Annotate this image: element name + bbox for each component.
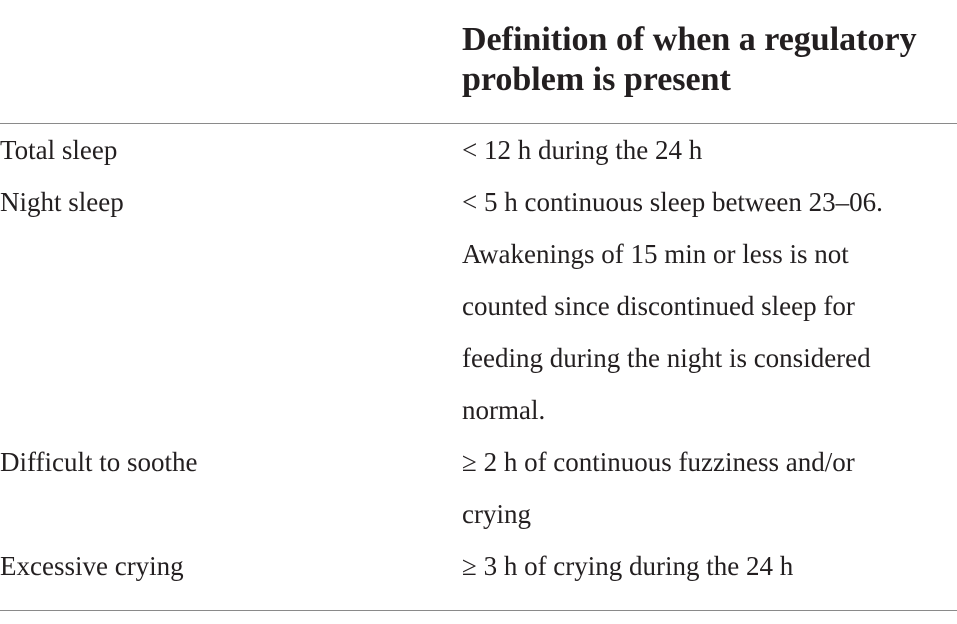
term-cell: Night sleep: [0, 187, 124, 217]
table-row-total-sleep: [0, 124, 957, 176]
term-cell: Total sleep: [0, 135, 118, 165]
table-body: [0, 124, 957, 592]
table-header: [0, 0, 957, 124]
definition-line: counted since discontinued sleep for: [462, 291, 855, 321]
definition-column-header: [462, 20, 957, 100]
definition-cell: [462, 124, 957, 176]
definition-cell: [462, 540, 957, 592]
definition-line: ≥ 3 h of crying during the 24 h: [462, 551, 794, 581]
table-bottom-rule: [0, 610, 957, 611]
header-line-2: problem is present: [462, 61, 731, 98]
table-row-excessive-crying: [0, 540, 957, 592]
definition-line: feeding during the night is considered: [462, 343, 871, 373]
definition-line: < 12 h during the 24 h: [462, 135, 703, 165]
definition-line: normal.: [462, 395, 546, 425]
definition-cell: [462, 436, 957, 540]
table-row-difficult-to-soothe: [0, 436, 957, 540]
definition-line: crying: [462, 499, 531, 529]
term-cell: Difficult to soothe: [0, 447, 198, 477]
term-cell: Excessive crying: [0, 551, 184, 581]
header-line-1: Definition of when a regulatory: [462, 21, 917, 58]
definition-line: < 5 h continuous sleep between 23–06.: [462, 187, 883, 217]
table-row-night-sleep: [0, 176, 957, 436]
definition-cell: [462, 176, 957, 436]
definition-line: Awakenings of 15 min or less is not: [462, 239, 849, 269]
definition-line: ≥ 2 h of continuous fuzziness and/or: [462, 447, 855, 477]
